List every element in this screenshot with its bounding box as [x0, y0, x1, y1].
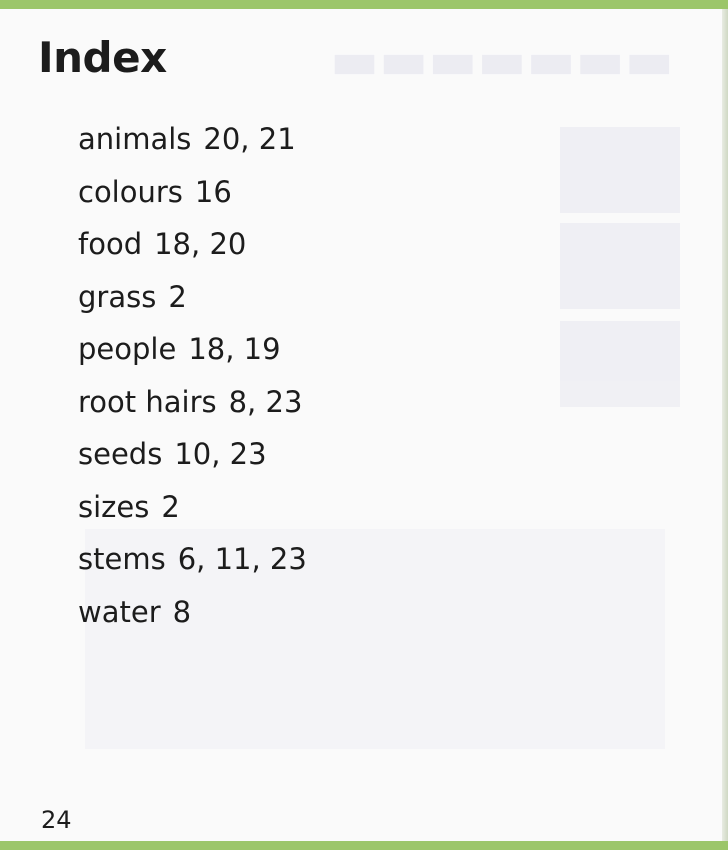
bottom-accent-bar — [0, 841, 728, 850]
entry-term: food — [78, 227, 143, 261]
book-page — [0, 9, 722, 841]
entry-pages: 16 — [194, 174, 232, 209]
entry-term: stems — [78, 542, 166, 576]
entry-pages: 10, 23 — [174, 437, 267, 471]
entry-pages: 18, 19 — [188, 332, 281, 366]
entry-term: sizes — [78, 489, 150, 524]
index-entry-food — [78, 218, 307, 271]
entry-pages: 18, 20 — [154, 227, 247, 261]
index-entry-grass — [78, 271, 307, 324]
entry-term: grass — [78, 279, 157, 314]
index-entry-animals — [78, 113, 307, 166]
index-entry-sizes — [78, 481, 307, 534]
page-title: Index — [38, 33, 167, 82]
entry-pages: 8 — [172, 594, 192, 629]
page-number: 24 — [41, 806, 72, 834]
show-through-heading-shape: ▬▬▬▬▬▬▬ — [330, 31, 674, 91]
entry-term: colours — [78, 174, 183, 209]
index-entry-root-hairs — [78, 376, 307, 429]
index-entry-water — [78, 586, 307, 639]
show-through-photo-2 — [560, 223, 680, 309]
show-through-photo-3 — [560, 321, 680, 407]
index-list — [78, 113, 307, 638]
entry-term: water — [78, 594, 161, 629]
entry-term: people — [78, 332, 177, 366]
page-edge-shadow — [722, 9, 728, 841]
entry-term: seeds — [78, 437, 163, 471]
index-entry-stems — [78, 533, 307, 586]
index-entry-seeds — [78, 428, 307, 481]
show-through-photo-1 — [560, 127, 680, 213]
top-accent-bar — [0, 0, 728, 9]
entry-pages: 2 — [161, 489, 180, 524]
entry-pages: 8, 23 — [228, 384, 303, 419]
entry-pages: 6, 11, 23 — [177, 542, 307, 576]
entry-pages: 20, 21 — [203, 122, 296, 156]
entry-term: animals — [78, 122, 192, 156]
entry-pages: 2 — [168, 279, 187, 314]
index-entry-people — [78, 323, 307, 376]
entry-term: root hairs — [78, 384, 217, 419]
index-entry-colours — [78, 166, 307, 219]
